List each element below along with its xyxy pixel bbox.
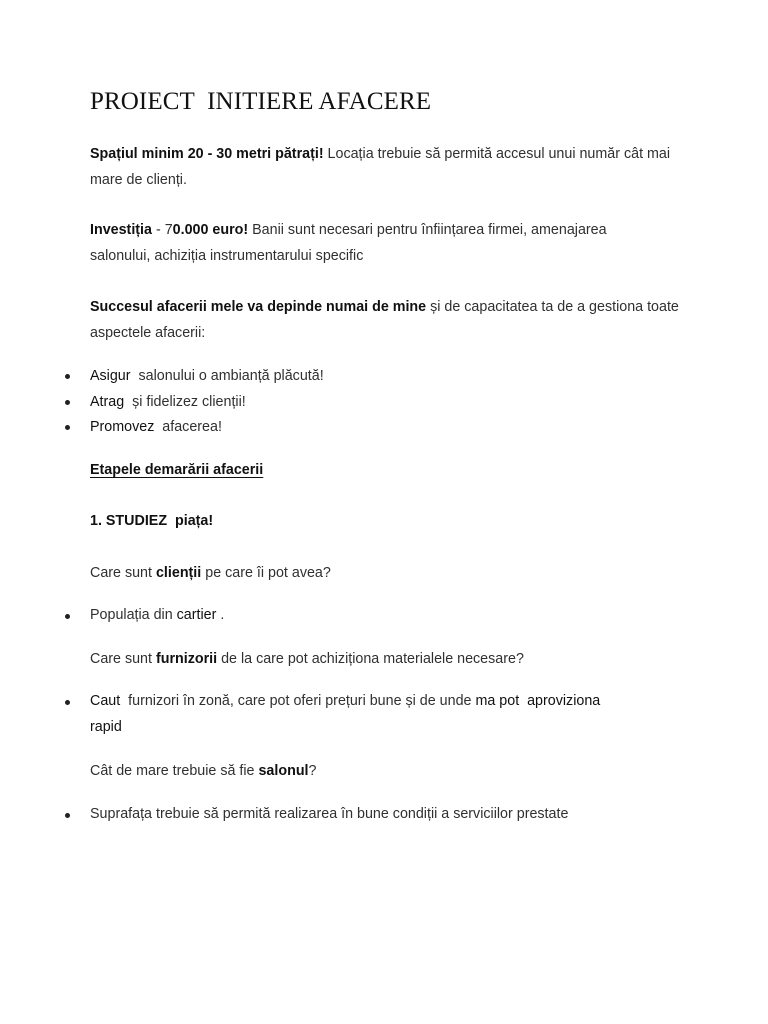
question-clients: Care sunt clienții pe care îi pot avea? [90,565,331,581]
section-heading: Etapele demarării afacerii [90,462,264,478]
investment-label: Investiția [90,222,152,238]
bullet-icon [65,374,70,379]
document-title: PROIECT INITIERE AFACERE [90,88,432,115]
list-item: Atrag și fidelizez clienții! [90,394,246,410]
answer-salon: Suprafața trebuie să permită realizarea în bune condiții a serviciilor prestate [90,806,569,822]
paragraph-space [90,141,690,193]
list-item: Asigur salonului o ambianță plăcută! [90,368,324,384]
investment-description: Banii sunt necesari pentru înființarea firmei, amenajarea salonului, achiziția instrumentarului specific [90,222,611,264]
success-statement: Succesul afacerii mele va depinde numai de mine [90,299,427,315]
bullet-icon [65,813,70,818]
answer-suppliers: Caut furnizori în zonă, care pot oferi prețuri bune și de unde ma pot aproviziona [90,693,601,709]
space-requirement: Spațiul minim 20 - 30 metri pătrați! [90,146,324,162]
paragraph-success [90,294,690,346]
question-salon: Cât de mare trebuie să fie salonul? [90,763,317,779]
answer-clients: Populația din cartier . [90,607,225,623]
bullet-icon [65,400,70,405]
step-heading: 1. STUDIEZ piața! [90,513,214,529]
answer-suppliers-continued: rapid [90,719,122,735]
question-suppliers: Care sunt furnizorii de la care pot achiziționa materialele necesare? [90,651,524,667]
list-item: Promovez afacerea! [90,419,222,435]
paragraph-investment [90,217,650,269]
bullet-icon [65,700,70,705]
investment-dash: - 7 [151,222,173,238]
investment-amount: 0.000 euro! [172,222,249,238]
bullet-icon [65,425,70,430]
space-description: Locația trebuie să permită accesul unui număr cât mai mare de clienți. [90,146,675,188]
bullet-icon [65,614,70,619]
success-description: și de capacitatea ta de a gestiona toate aspectele afacerii: [90,299,683,341]
